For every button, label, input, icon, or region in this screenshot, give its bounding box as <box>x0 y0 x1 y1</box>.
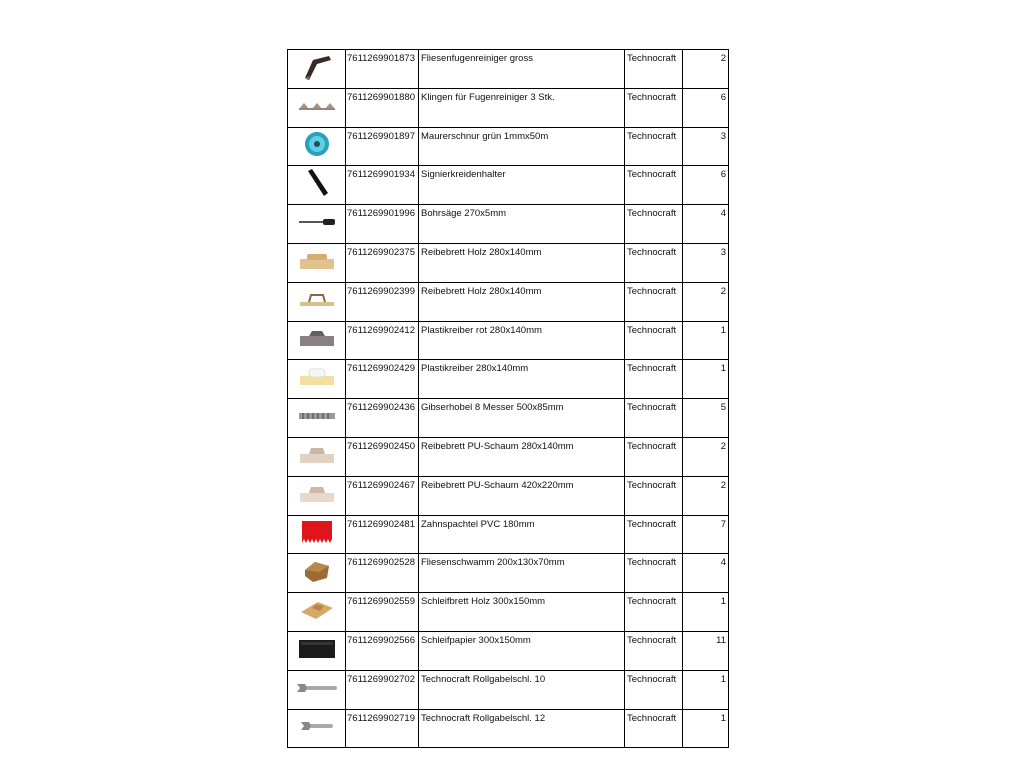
sanding-board-icon <box>298 598 336 622</box>
product-image-cell <box>288 88 346 127</box>
quantity-cell: 1 <box>683 670 729 709</box>
table-row <box>288 631 729 670</box>
wood-float-icon <box>297 251 337 271</box>
brand-cell: Technocraft <box>625 554 683 593</box>
quantity-cell: 1 <box>683 321 729 360</box>
ean-cell: 7611269902375 <box>346 243 419 282</box>
quantity-cell: 6 <box>683 88 729 127</box>
drill-saw-icon <box>297 217 337 227</box>
product-image-cell <box>288 360 346 399</box>
product-image-cell <box>288 166 346 205</box>
description-cell: Reibebrett Holz 280x140mm <box>419 282 625 321</box>
quantity-cell: 4 <box>683 554 729 593</box>
quantity-cell: 1 <box>683 709 729 748</box>
sponge-icon <box>301 558 333 584</box>
ean-cell: 7611269902412 <box>346 321 419 360</box>
ean-cell: 7611269902481 <box>346 515 419 554</box>
description-cell: Signierkreidenhalter <box>419 166 625 205</box>
description-cell: Maurerschnur grün 1mmx50m <box>419 127 625 166</box>
ean-cell: 7611269902528 <box>346 554 419 593</box>
table-row <box>288 127 729 166</box>
ean-cell: 7611269902719 <box>346 709 419 748</box>
ean-cell: 7611269902436 <box>346 399 419 438</box>
product-image-cell <box>288 709 346 748</box>
description-cell: Technocraft Rollgabelschl. 12 <box>419 709 625 748</box>
description-cell: Reibebrett Holz 280x140mm <box>419 243 625 282</box>
quantity-cell: 2 <box>683 476 729 515</box>
table-row <box>288 50 729 89</box>
product-image-cell <box>288 243 346 282</box>
brand-cell: Technocraft <box>625 593 683 632</box>
ean-cell: 7611269901897 <box>346 127 419 166</box>
product-image-cell <box>288 321 346 360</box>
table-row <box>288 593 729 632</box>
table-row <box>288 515 729 554</box>
quantity-cell: 5 <box>683 399 729 438</box>
description-cell: Reibebrett PU-Schaum 280x140mm <box>419 437 625 476</box>
plastic-float-grey-icon <box>297 328 337 348</box>
brand-cell: Technocraft <box>625 50 683 89</box>
brand-cell: Technocraft <box>625 670 683 709</box>
description-cell: Schleifpapier 300x150mm <box>419 631 625 670</box>
product-table <box>287 49 729 748</box>
description-cell: Bohrsäge 270x5mm <box>419 205 625 244</box>
ean-cell: 7611269901996 <box>346 205 419 244</box>
notched-spatula-icon <box>300 519 334 545</box>
blades-icon <box>297 100 337 112</box>
ean-cell: 7611269901873 <box>346 50 419 89</box>
brand-cell: Technocraft <box>625 127 683 166</box>
product-image-cell <box>288 437 346 476</box>
adjustable-wrench-icon <box>295 681 339 695</box>
description-cell: Zahnspachtel PVC 180mm <box>419 515 625 554</box>
table-row <box>288 554 729 593</box>
brand-cell: Technocraft <box>625 321 683 360</box>
table-row <box>288 243 729 282</box>
brand-cell: Technocraft <box>625 88 683 127</box>
ean-cell: 7611269902429 <box>346 360 419 399</box>
brand-cell: Technocraft <box>625 709 683 748</box>
product-image-cell <box>288 127 346 166</box>
quantity-cell: 7 <box>683 515 729 554</box>
product-image-cell <box>288 476 346 515</box>
quantity-cell: 3 <box>683 243 729 282</box>
quantity-cell: 4 <box>683 205 729 244</box>
brand-cell: Technocraft <box>625 282 683 321</box>
adjustable-wrench-small-icon <box>299 719 335 733</box>
product-image-cell <box>288 554 346 593</box>
table-row <box>288 360 729 399</box>
table-row <box>288 282 729 321</box>
brand-cell: Technocraft <box>625 360 683 399</box>
brand-cell: Technocraft <box>625 515 683 554</box>
description-cell: Reibebrett PU-Schaum 420x220mm <box>419 476 625 515</box>
brand-cell: Technocraft <box>625 631 683 670</box>
quantity-cell: 11 <box>683 631 729 670</box>
ean-cell: 7611269902566 <box>346 631 419 670</box>
table-row <box>288 88 729 127</box>
ean-cell: 7611269902559 <box>346 593 419 632</box>
description-cell: Fliesenschwamm 200x130x70mm <box>419 554 625 593</box>
table-row <box>288 321 729 360</box>
description-cell: Klingen für Fugenreiniger 3 Stk. <box>419 88 625 127</box>
quantity-cell: 2 <box>683 282 729 321</box>
brand-cell: Technocraft <box>625 437 683 476</box>
product-image-cell <box>288 631 346 670</box>
description-cell: Plastikreiber rot 280x140mm <box>419 321 625 360</box>
pu-float-large-icon <box>297 484 337 504</box>
string-spool-icon <box>302 129 332 159</box>
brand-cell: Technocraft <box>625 166 683 205</box>
table-row <box>288 166 729 205</box>
ean-cell: 7611269902399 <box>346 282 419 321</box>
ean-cell: 7611269902467 <box>346 476 419 515</box>
table-row <box>288 476 729 515</box>
brand-cell: Technocraft <box>625 243 683 282</box>
product-image-cell <box>288 282 346 321</box>
brand-cell: Technocraft <box>625 205 683 244</box>
product-image-cell <box>288 593 346 632</box>
ean-cell: 7611269902450 <box>346 437 419 476</box>
product-image-cell <box>288 515 346 554</box>
brand-cell: Technocraft <box>625 476 683 515</box>
product-image-cell <box>288 399 346 438</box>
table-row <box>288 709 729 748</box>
description-cell: Technocraft Rollgabelschl. 10 <box>419 670 625 709</box>
description-cell: Plastikreiber 280x140mm <box>419 360 625 399</box>
wood-float-handle-icon <box>297 291 337 309</box>
quantity-cell: 6 <box>683 166 729 205</box>
product-image-cell <box>288 670 346 709</box>
description-cell: Schleifbrett Holz 300x150mm <box>419 593 625 632</box>
pu-float-icon <box>297 445 337 465</box>
quantity-cell: 1 <box>683 360 729 399</box>
table-row <box>288 205 729 244</box>
quantity-cell: 2 <box>683 50 729 89</box>
brand-cell: Technocraft <box>625 399 683 438</box>
quantity-cell: 3 <box>683 127 729 166</box>
quantity-cell: 2 <box>683 437 729 476</box>
quantity-cell: 1 <box>683 593 729 632</box>
grout-cleaner-icon <box>299 52 335 82</box>
product-image-cell <box>288 50 346 89</box>
ean-cell: 7611269901880 <box>346 88 419 127</box>
plastic-float-yellow-icon <box>297 366 337 388</box>
table-row <box>288 437 729 476</box>
ean-cell: 7611269901934 <box>346 166 419 205</box>
table-row <box>288 399 729 438</box>
chalk-holder-icon <box>302 167 332 199</box>
description-cell: Gibserhobel 8 Messer 500x85mm <box>419 399 625 438</box>
description-cell: Fliesenfugenreiniger gross <box>419 50 625 89</box>
ean-cell: 7611269902702 <box>346 670 419 709</box>
table-row <box>288 670 729 709</box>
plaster-plane-icon <box>297 410 337 422</box>
sandpaper-icon <box>297 638 337 660</box>
product-image-cell <box>288 205 346 244</box>
